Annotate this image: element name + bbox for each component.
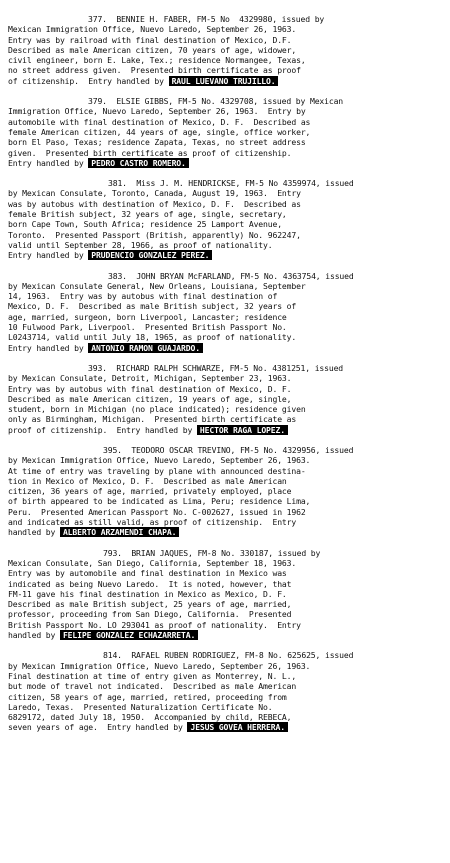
- entry-line: professor, proceeding from San Diego, California. Presented: [8, 609, 292, 620]
- entry-line: but mode of travel not indicated. Described as male American: [8, 681, 297, 692]
- handler-name: HECTOR RAGA LOPEZ.: [197, 425, 288, 435]
- entry-line: by Mexican Consulate General, New Orleans, Louisiana, September: [8, 280, 306, 291]
- entry-line: Entry was by automobile and final destination in Mexico was: [8, 568, 287, 579]
- entry-line: FM-11 gave his final destination in Mexico as Mexico, D. F.: [8, 588, 287, 599]
- entry-line: 814. RAFAEL RUBEN RODRIGUEZ, FM-8 No. 625625, issued: [103, 650, 354, 661]
- entry-383: [8, 271, 442, 353]
- entry-line: valid until September 28, 1966, as proof of nationality.: [8, 239, 273, 250]
- entry-line: Described as male British subject, 25 years of age, married,: [8, 599, 292, 610]
- entry-line: Mexican Consulate, San Diego, California, September 18, 1963.: [8, 557, 297, 568]
- handler-name: ALBERTO ARZAMENDI CHAPA.: [60, 527, 179, 537]
- entry-line: tion in Mexico of Mexico, D. F. Described as male American: [8, 475, 287, 486]
- entry-line: 393. RICHARD RALPH SCHWARZE, FM-5 No. 4381251, issued: [88, 362, 344, 373]
- entry-line: indicated as being Nuevo Laredo. It is noted, however, that: [8, 578, 292, 589]
- entry-line: only as Birmingham, Michigan. Presented birth certificate as: [8, 414, 297, 425]
- entry-line: female British subject, 32 years of age, single, secretary,: [8, 209, 287, 220]
- entry-line: given. Presented birth certificate as proof of citizenship.: [8, 147, 292, 158]
- entry-line: Mexico, D. F. Described as male British subject, 32 years of: [8, 301, 297, 312]
- entry-line: of citizenship. Entry handled by: [8, 75, 169, 86]
- entry-395: [8, 445, 442, 538]
- entry-line: Laredo, Texas. Presented Naturalization Certificate No.: [8, 701, 273, 712]
- handler-name: PEDRO CASTRO ROMERO.: [88, 158, 188, 168]
- entry-line: and indicated as still valid, as proof of citizenship. Entry: [8, 517, 297, 528]
- entry-line: Mexican Immigration Office, Nuevo Laredo, September 26, 1963.: [8, 24, 297, 35]
- entry-line: born Cape Town, South Africa; residence 25 Lamport Avenue,: [8, 219, 282, 230]
- entry-line: Entry was by railroad with final destination of Mexico, D.F.: [8, 34, 292, 45]
- entry-line: age, married, surgeon, born Liverpool, Lancaster; residence: [8, 311, 287, 322]
- entry-814: [8, 650, 442, 732]
- entry-line: by Mexican Immigration Office, Nuevo Laredo, September 26, 1963.: [8, 455, 311, 466]
- entry-line: was by autobus with destination of Mexico, D. F. Described as: [8, 198, 301, 209]
- entry-line: 6829172, dated July 18, 1950. Accompanied by child, REBECA,: [8, 712, 292, 723]
- entry-line: 377. BENNIE H. FABER, FM-5 No 4329980, issued by: [88, 14, 325, 24]
- entry-line: Entry handled by: [8, 157, 89, 168]
- entry-line: 383. JOHN BRYAN McFARLAND, FM-5 No. 4363754, issued: [108, 270, 354, 281]
- entry-line: by Mexican Consulate, Detroit, Michigan, September 23, 1963.: [8, 373, 292, 384]
- entry-line: L0243714, valid until July 18, 1965, as proof of nationality.: [8, 332, 297, 343]
- entry-line: proof of citizenship. Entry handled by: [8, 424, 197, 435]
- entry-line: by Mexican Immigration Office, Nuevo Laredo, September 26, 1963.: [8, 660, 311, 671]
- handler-name: PRUDENCIO GONZALEZ PEREZ.: [88, 250, 212, 260]
- entry-line: handled by: [8, 630, 60, 641]
- entry-line: Peru. Presented American Passport No. C-002627, issued in 1962: [8, 506, 306, 517]
- entry-793: [8, 548, 442, 641]
- entry-line: female American citizen, 44 years of age, single, office worker,: [8, 126, 311, 137]
- entry-line: Described as male American citizen, 70 years of age, widower,: [8, 44, 297, 55]
- entry-line: born El Paso, Texas; residence Zapata, Texas, no street address: [8, 137, 306, 148]
- entry-line: 379. ELSIE GIBBS, FM-5 No. 4329708, issued by Mexican: [88, 96, 344, 107]
- entry-line: Entry handled by: [8, 250, 89, 261]
- entry-line: no street address given. Presented birth certificate as proof: [8, 65, 301, 76]
- entry-line: 10 Fulwood Park, Liverpool. Presented British Passport No.: [8, 322, 287, 333]
- entry-line: citizen, 36 years of age, married, privately employed, place: [8, 486, 292, 497]
- entry-line: civil engineer, born E. Lake, Tex.; residence Normangee, Texas,: [8, 55, 306, 66]
- entry-line: handled by: [8, 527, 60, 538]
- handler-name: JESUS GOVEA HERRERA.: [187, 722, 287, 732]
- handler-name: RAUL LUEVANO TRUJILLO.: [169, 76, 279, 86]
- entry-line: 395. TEODORO OSCAR TREVINO, FM-5 No. 4329956, issued: [103, 444, 354, 455]
- entry-line: Final destination at time of entry given as Monterrey, N. L.,: [8, 670, 297, 681]
- entry-line: Entry was by autobus with final destination of Mexico, D. F.: [8, 383, 292, 394]
- entry-393: [8, 363, 442, 435]
- entry-line: 793. BRIAN JAQUES, FM-8 No. 330187, issued by: [103, 547, 321, 558]
- entry-381: [8, 178, 442, 260]
- entry-377: [8, 14, 442, 86]
- entry-line: student, born in Michigan (no place indicated); residence given: [8, 404, 306, 415]
- entry-line: by Mexican Consulate, Toronto, Canada, August 19, 1963. Entry: [8, 188, 301, 199]
- entry-line: of birth appeared to be indicated as Lima, Peru; residence Lima,: [8, 496, 311, 507]
- entry-line: seven years of age. Entry handled by: [8, 722, 188, 733]
- entry-line: Entry handled by: [8, 342, 89, 353]
- handler-name: ANTONIO RAMON GUAJARDO.: [88, 343, 203, 353]
- entry-line: Toronto. Presented Passport (British, apparently) No. 962247,: [8, 229, 301, 240]
- entry-line: At time of entry was traveling by plane with announced destina-: [8, 465, 306, 476]
- entry-379: [8, 96, 442, 168]
- entry-line: 381. Miss J. M. HENDRICKSE, FM-5 No 4359974, issued: [108, 178, 354, 189]
- entry-line: automobile with final destination of Mexico, D. F. Described as: [8, 116, 311, 127]
- entry-line: 14, 1963. Entry was by autobus with final destination of: [8, 291, 278, 302]
- handler-name: FELIPE GONZALEZ ECHAZARRETA.: [60, 630, 198, 640]
- entry-line: citizen, 58 years of age, married, retired, proceeding from: [8, 691, 287, 702]
- entry-line: British Passport No. LO 293041 as proof of nationality. Entry: [8, 619, 301, 630]
- entry-line: Immigration Office, Nuevo Laredo, September 26, 1963. Entry by: [8, 106, 306, 117]
- entry-line: Described as male American citizen, 19 years of age, single,: [8, 393, 292, 404]
